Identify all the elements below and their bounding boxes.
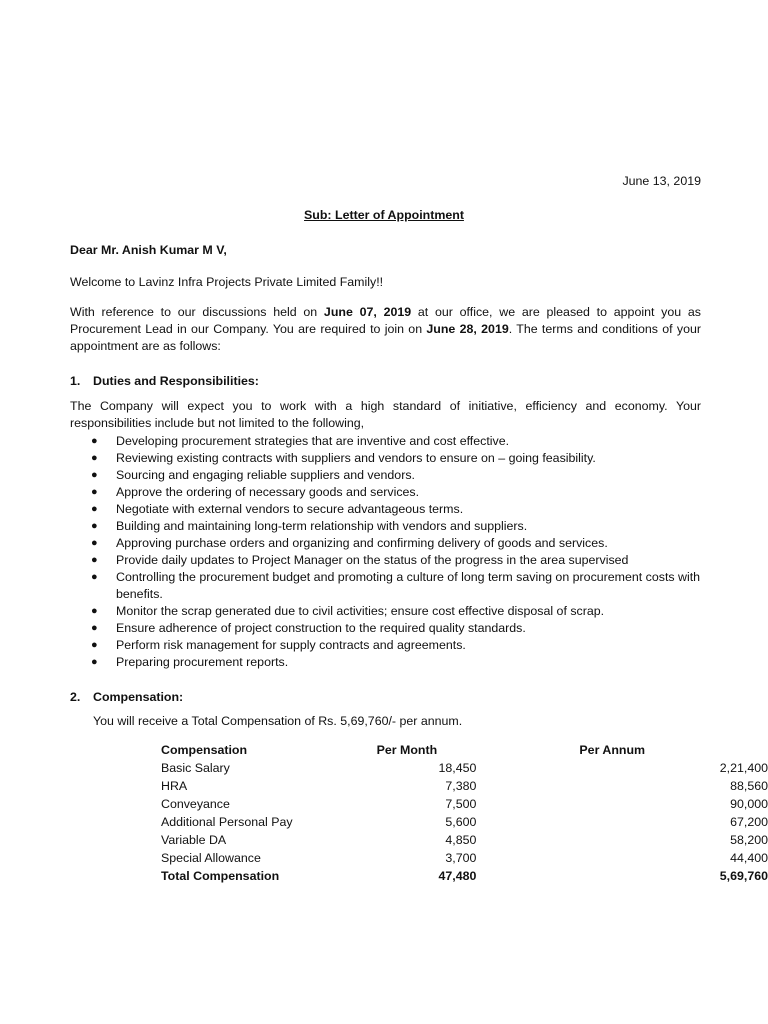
column-header: Per Month — [376, 742, 438, 757]
intro-paragraph — [70, 304, 701, 355]
duties-paragraph: The Company will expect you to work with a high standard of initiative, efficiency and economy. Your responsibilities include but not limited to the following, — [70, 399, 701, 430]
intro-text-2: at our office, we are pleased to appoint you as Procurement Lead in our Company. You are required to join on — [70, 305, 701, 336]
table-cell: 18,450 — [438, 760, 477, 775]
table-cell: Additional Personal Pay — [161, 814, 293, 829]
list-item — [91, 552, 701, 569]
section-number: 2. — [70, 690, 81, 704]
bullet-icon: ● — [91, 520, 98, 532]
section-title: Compensation: — [93, 690, 184, 704]
salutation: Dear Mr. Anish Kumar M V, — [70, 243, 227, 257]
welcome-line: Welcome to Lavinz Infra Projects Private Limited Family!! — [70, 275, 384, 289]
responsibilities-list — [91, 433, 701, 671]
list-item — [91, 501, 701, 518]
bullet-icon: ● — [91, 622, 98, 634]
list-item — [91, 654, 701, 671]
table-cell: 47,480 — [438, 868, 477, 883]
list-item-text: Monitor the scrap generated due to civil activities; ensure cost effective disposal of scrap. — [116, 604, 605, 618]
bullet-icon: ● — [91, 503, 98, 515]
table-cell: 3,700 — [445, 850, 477, 865]
table-cell: 7,500 — [445, 796, 477, 811]
letter-subject: Sub: Letter of Appointment — [304, 208, 464, 222]
table-cell: Basic Salary — [161, 760, 230, 775]
table-cell: 58,200 — [730, 832, 768, 847]
intro-text-3: . The terms and conditions of your appointment are as follows: — [70, 322, 702, 353]
section-heading-compensation — [70, 689, 183, 706]
table-row — [158, 831, 768, 849]
table-cell: 5,600 — [445, 814, 477, 829]
table-row — [158, 849, 768, 867]
column-header: Compensation — [161, 742, 248, 757]
column-header: Per Annum — [579, 742, 646, 757]
table-cell: Variable DA — [161, 832, 227, 847]
list-item-text: Controlling the procurement budget and promoting a culture of long term saving on procurement costs with benefits. — [116, 570, 701, 601]
list-item — [91, 467, 701, 484]
table-cell: 4,850 — [445, 832, 477, 847]
joining-date: June 28, 2019 — [426, 322, 509, 336]
bullet-icon: ● — [91, 656, 98, 668]
list-item — [91, 637, 701, 654]
table-cell: Total Compensation — [161, 868, 280, 883]
intro-text-1: With reference to our discussions held on — [70, 305, 324, 319]
discussion-date: June 07, 2019 — [323, 305, 412, 319]
table-cell: 5,69,760 — [719, 868, 768, 883]
table-cell: 88,560 — [730, 778, 768, 793]
table-cell: 7,380 — [445, 778, 477, 793]
list-item-text: Approve the ordering of necessary goods and services. — [116, 485, 420, 499]
letter-date: June 13, 2019 — [622, 174, 701, 188]
table-cell: Special Allowance — [161, 850, 261, 865]
bullet-icon: ● — [91, 469, 98, 481]
table-row — [158, 813, 768, 831]
table-row — [158, 777, 768, 795]
table-header-row — [158, 741, 768, 759]
section-heading-duties — [70, 373, 259, 390]
section-title: Duties and Responsibilities: — [93, 374, 259, 388]
list-item — [91, 484, 701, 501]
table-cell: Conveyance — [161, 796, 230, 811]
table-cell: 2,21,400 — [719, 760, 768, 775]
bullet-icon: ● — [91, 486, 98, 498]
section-number: 1. — [70, 374, 81, 388]
list-item-text: Negotiate with external vendors to secure advantageous terms. — [116, 502, 464, 516]
list-item-text: Developing procurement strategies that are inventive and cost effective. — [116, 434, 510, 448]
list-item — [91, 535, 701, 552]
table-row — [158, 795, 768, 813]
table-cell: 90,000 — [730, 796, 768, 811]
list-item-text: Preparing procurement reports. — [116, 655, 289, 669]
list-item-text: Ensure adherence of project construction to the required quality standards. — [116, 621, 526, 635]
list-item — [91, 569, 701, 603]
table-cell: 67,200 — [730, 814, 768, 829]
table-total-row — [158, 867, 768, 885]
list-item — [91, 433, 701, 450]
bullet-icon: ● — [91, 571, 98, 583]
list-item-text: Reviewing existing contracts with suppliers and vendors to ensure on – going feasibility. — [116, 451, 596, 465]
list-item-text: Building and maintaining long-term relationship with vendors and suppliers. — [116, 519, 528, 533]
bullet-icon: ● — [91, 537, 98, 549]
table-row — [158, 759, 768, 777]
compensation-table — [158, 741, 768, 885]
bullet-icon: ● — [91, 639, 98, 651]
list-item-text: Sourcing and engaging reliable suppliers and vendors. — [116, 468, 415, 482]
table-cell: 44,400 — [730, 850, 768, 865]
bullet-icon: ● — [91, 452, 98, 464]
bullet-icon: ● — [91, 605, 98, 617]
list-item-text: Approving purchase orders and organizing and confirming delivery of goods and services. — [116, 536, 608, 550]
bullet-icon: ● — [91, 554, 98, 566]
bullet-icon: ● — [91, 435, 98, 447]
compensation-paragraph: You will receive a Total Compensation of Rs. 5,69,760/- per annum. — [93, 714, 463, 728]
list-item — [91, 620, 701, 637]
list-item — [91, 450, 701, 467]
list-item-text: Perform risk management for supply contracts and agreements. — [116, 638, 466, 652]
list-item-text: Provide daily updates to Project Manager on the status of the progress in the area supervised — [116, 553, 629, 567]
table-cell: HRA — [161, 778, 188, 793]
list-item — [91, 603, 701, 620]
list-item — [91, 518, 701, 535]
